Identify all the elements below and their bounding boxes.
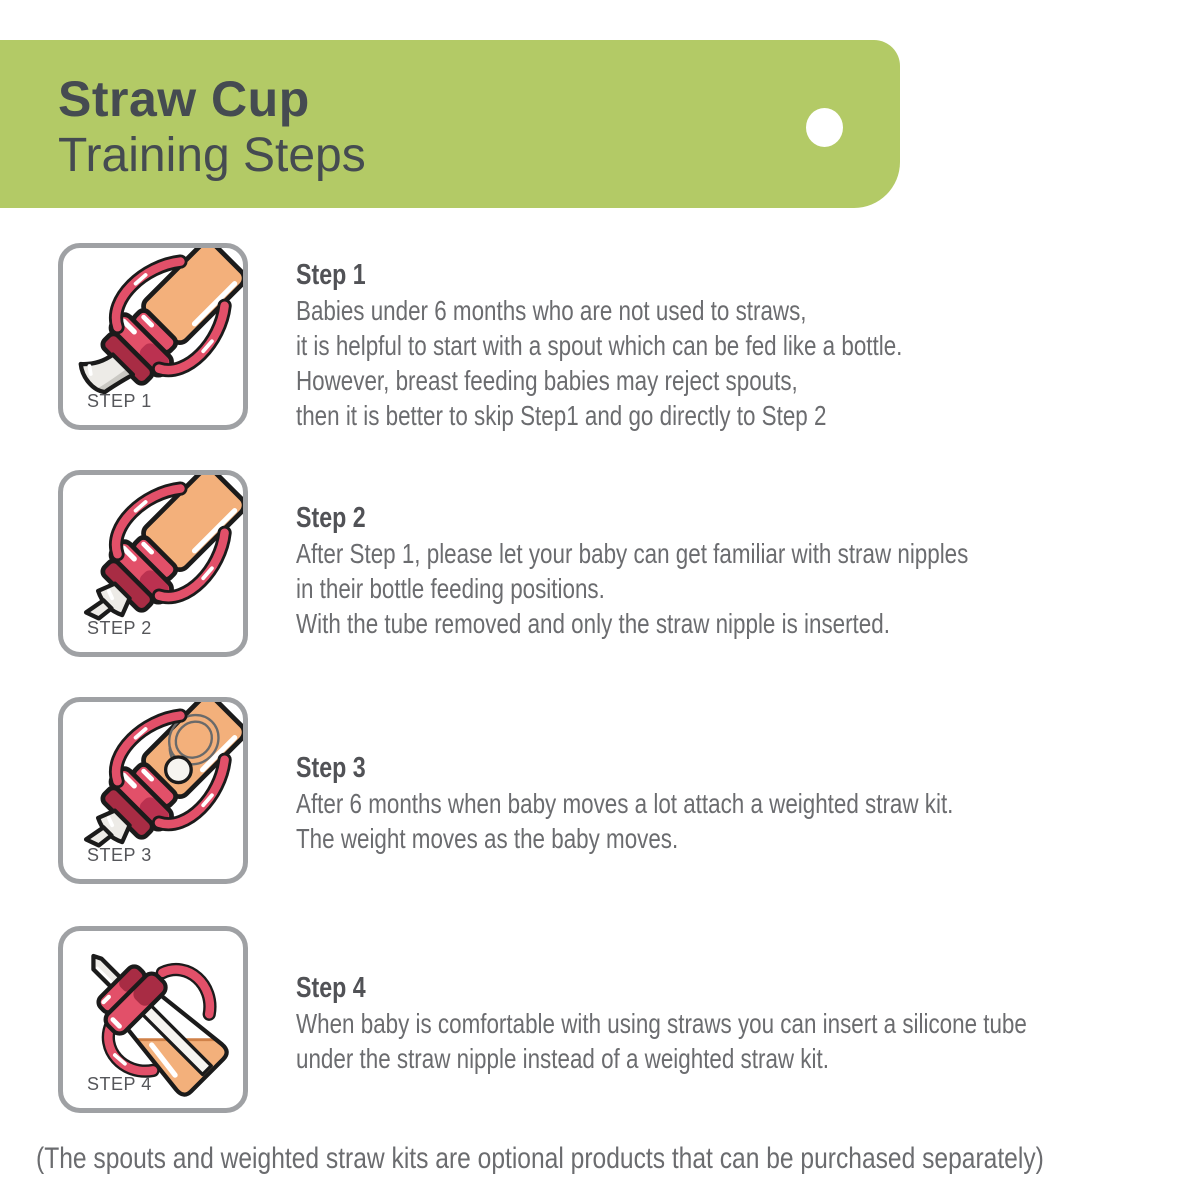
step-2-heading: Step 2: [296, 502, 366, 534]
step-4-line: When baby is comfortable with using straws you can insert a silicone tube: [296, 1008, 1027, 1039]
step-1-heading: Step 1: [296, 259, 366, 291]
step-2-line: in their bottle feeding positions.: [296, 573, 605, 604]
step-3-illustration-box: [58, 697, 248, 884]
page-title-line1: Straw Cup: [58, 71, 310, 127]
step-4-line: under the straw nipple instead of a weighted straw kit.: [296, 1043, 829, 1074]
decorative-dot: [806, 108, 843, 147]
step-1-line: it is helpful to start with a spout which can be fed like a bottle.: [296, 330, 903, 361]
step-2-line: After Step 1, please let your baby can get familiar with straw nipples: [296, 538, 969, 569]
step-1-line: Babies under 6 months who are not used to straws,: [296, 295, 807, 326]
step-2-label: STEP 2: [87, 618, 152, 638]
step-2-text: [296, 501, 968, 641]
step-1-label: STEP 1: [87, 391, 152, 411]
step-3-heading: Step 3: [296, 752, 366, 784]
step-3-line: After 6 months when baby moves a lot attach a weighted straw kit.: [296, 788, 954, 819]
step-4-heading: Step 4: [296, 972, 366, 1004]
title-banner: [0, 40, 900, 208]
step-2-line: With the tube removed and only the straw nipple is inserted.: [296, 608, 890, 639]
page-title: [58, 71, 366, 184]
step-1-text: [296, 258, 902, 433]
page-title-line2: Training Steps: [58, 129, 366, 182]
step-3-line: The weight moves as the baby moves.: [296, 823, 679, 854]
step-4-illustration-box: [58, 926, 248, 1113]
step-3-label: STEP 3: [87, 845, 152, 865]
step-1-line: However, breast feeding babies may reject spouts,: [296, 365, 798, 396]
step-1-illustration-box: [58, 243, 248, 430]
step-1-line: then it is better to skip Step1 and go directly to Step 2: [296, 400, 827, 431]
step-4-text: [296, 971, 1027, 1076]
step-3-text: [296, 751, 953, 856]
step-2-illustration-box: [58, 470, 248, 657]
step-4-label: STEP 4: [87, 1074, 152, 1094]
footer-note: (The spouts and weighted straw kits are optional products that can be purchased separately): [36, 1142, 1044, 1175]
